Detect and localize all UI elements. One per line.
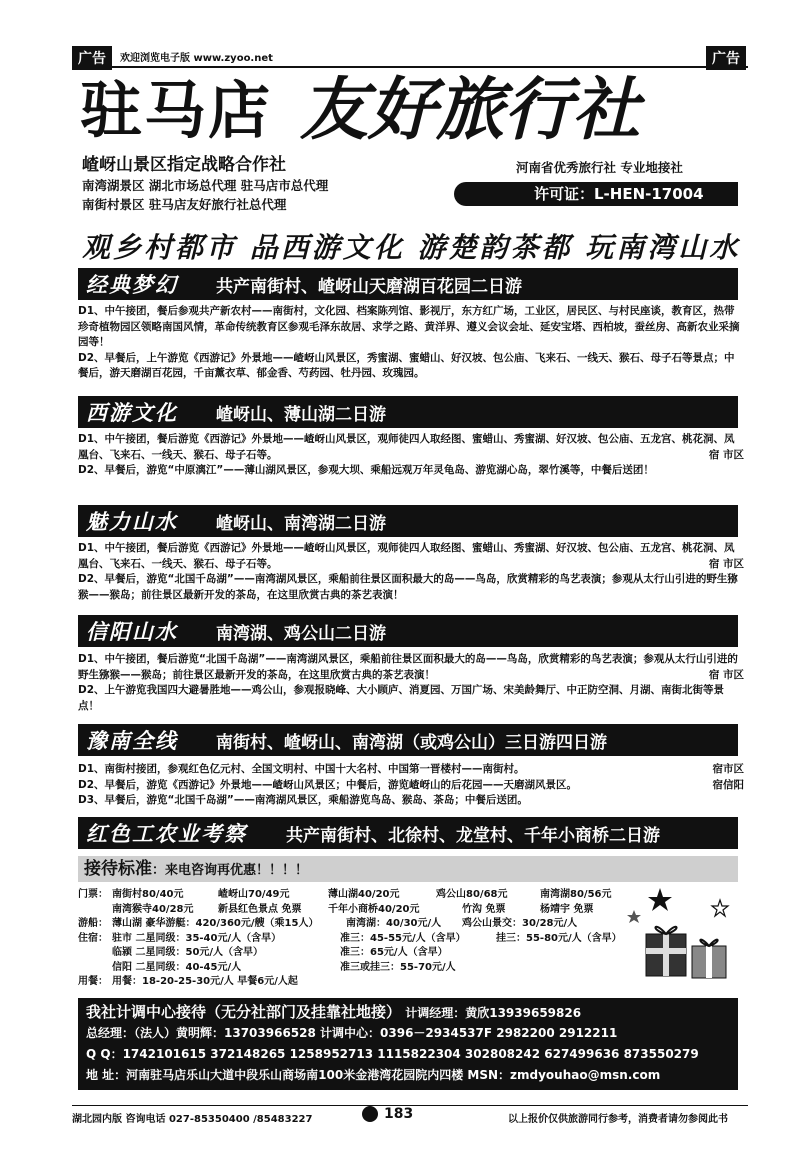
itinerary-day: D2、早餐后，上午游览《西游记》外景地——嵖岈山风景区，秀蜜湖、蜜蜡山、好汉坡、包公庙、飞来石、一线天、猴石、母子石等景点；中餐后，游天磨湖百花园，千亩薰衣草、郁金香、芍药园、牡丹园、玫瑰园。: [78, 351, 735, 379]
ticket: 千年小商桥40/20元: [328, 903, 420, 915]
tour-itinerary-4: [78, 652, 744, 714]
itinerary-day: D1、中午接团，餐后游览“北国千岛湖”——南湾湖风景区，乘船前往景区面积最大的岛——鸟岛，欣赏精彩的鸟艺表演；参观从太行山引进的野生猕猴——猴岛；前往景区最新开发的茶岛，在这里欣赏古典的茶艺表演！: [78, 653, 738, 681]
manager-contact: 黄欣13939659826: [465, 1006, 582, 1020]
tour-itinerary-1: [78, 304, 744, 382]
ticket: 嵖岈山70/49元: [218, 889, 290, 900]
itinerary-stay: 宿 市区: [708, 448, 744, 461]
tour-itinerary-3: [78, 541, 744, 603]
itinerary-day: D2、早餐后，游览《西游记》外景地——嵖岈山风景区；中餐后，游览嵖岈山的后花园——天磨湖风景区。: [78, 778, 578, 791]
manager-label: 计调经理：: [405, 1006, 466, 1020]
tour-band-5: [78, 724, 738, 756]
ticket: 杨靖宇 免票: [540, 903, 594, 915]
stay-price: 准三：65元/人（含早）: [340, 947, 448, 958]
itinerary-day: D2、早餐后，游览“北国千岛湖”——南湾湖风景区，乘船前往景区面积最大的岛——鸟岛，欣赏精彩的鸟艺表演；参观从太行山引进的野生猕猴——猴岛；前往景区最新开发的茶岛，在这里欣赏古典的茶艺表演！: [78, 573, 738, 601]
contact-line-1: [78, 1002, 738, 1023]
itinerary-day: D1、中午接团，餐后游览《西游记》外景地——嵖岈山风景区，观师徒四人取经图、蜜蜡山、秀蜜湖、好汉坡、包公庙、五龙宫、桃花洞、凤凰台、飞来石、一线天、猴石、母子石等。: [78, 542, 735, 570]
stay-price: 信阳 二星同级：40-45元/人: [112, 961, 242, 973]
meal-label: 用餐：: [78, 976, 108, 987]
fee-table: [78, 888, 638, 990]
tour-band-3: [78, 505, 738, 537]
stay-price: 挂三：55-80元/人（含早）: [496, 932, 622, 944]
ticket: 鸡公山80/68元: [436, 889, 508, 900]
tour-band-6: [78, 817, 738, 849]
footer-left: 湖北园内版 咨询电话 027-85350400 /85483227: [72, 1114, 313, 1125]
cruise-price: 南湾湖：40/30元/人: [346, 918, 442, 929]
stay-price: 准三：45-55元/人（含早）: [340, 932, 466, 944]
itinerary-day: D1、中午接团，餐后参观共产新农村——南街村，文化园、档案陈列馆、影视厅，东方红广场，工业区，居民区、与村民座谈，教育区，热带珍奇植物园区领略南国风情，革命传统教育区参观毛泽东故居、求学之路、黄洋界、遵义会议会址、延安宝塔、西柏坡，蚕丝房、高新农业采摘园等！: [78, 305, 740, 348]
tour-band-4: [78, 615, 738, 647]
ad-tag-right: 广告: [706, 46, 746, 70]
stay-label: 住宿：: [78, 932, 108, 944]
tour-tag: 西游文化: [86, 400, 178, 425]
contact-address: 地 址：河南驻马店乐山大道中段乐山商场南100米金港湾花园院内四楼 MSN：zmdyouhao@msn.com: [86, 1068, 661, 1082]
agent-line-2: 南街村景区 驻马店友好旅行社总代理: [82, 197, 287, 212]
slogan: 观乡村都市 品西游文化 游楚韵茶都 玩南湾山水: [82, 231, 741, 264]
itinerary-day: D2、早餐后，游览“中原漓江”——薄山湖风景区，参观大坝、乘船远观万年灵龟岛、游览湖心岛，翠竹溪等，中餐后送团！: [78, 464, 654, 476]
tour-band-2: [78, 396, 738, 428]
itinerary-stay: 宿 市区: [708, 668, 744, 681]
footer-right: 以上报价仅供旅游同行参考，消费者请勿参阅此书: [508, 1114, 728, 1125]
site-text: 欢迎浏览电子版 www.zyoo.net: [120, 53, 273, 64]
brand-name-part1: 驻马店: [80, 74, 273, 147]
itinerary-stay: 宿 市区: [708, 557, 744, 570]
page-number: 183: [384, 1106, 414, 1122]
itinerary-day: D3、早餐后，游览“北国千岛湖”——南湾湖风景区，乘船游览鸟岛、猴岛、茶岛；中餐后送团。: [78, 794, 528, 806]
itinerary-stay: 宿市区: [712, 763, 744, 775]
tour-title: 共产南街村、嵖岈山天磨湖百花园二日游: [216, 276, 522, 297]
tour-tag: 经典梦幻: [86, 272, 178, 297]
standards-header: [78, 856, 738, 882]
ticket: 南湾湖80/56元: [540, 889, 612, 900]
ticket: 南街村80/40元: [112, 889, 184, 900]
license-box: 许可证：L-HEN-17004: [454, 182, 738, 206]
standards-title: 接待标准: [84, 859, 152, 879]
brand-subtitle: 嵖岈山景区指定战略合作社: [82, 155, 286, 175]
cruise-label: 游船：: [78, 918, 108, 929]
page-badge-icon: [362, 1106, 378, 1122]
itinerary-stay: 宿信阳: [712, 778, 744, 791]
contact-gm: 总经理：（法人）黄明辉：13703966528 计调中心：0396－2934537F 2982200 2912211: [86, 1026, 618, 1040]
itinerary-day: D2、上午游览我国四大避暑胜地——鸡公山，参观报晓峰、大小顾庐、消夏园、万国广场、宋美龄舞厅、中正防空洞、月湖、南街北街等景点！: [78, 684, 725, 712]
ticket: 南湾猴寺40/28元: [112, 903, 194, 915]
stay-price: 驻市 二星同级：35-40元/人（含早）: [112, 932, 282, 944]
contact-box: [78, 998, 738, 1090]
contact-center: 我社计调中心接待（无分社部门及挂靠社地接）: [86, 1003, 402, 1021]
tour-title: 南街村、嵖岈山、南湾湖（或鸡公山）三日游四日游: [216, 732, 607, 753]
tour-tag: 豫南全线: [86, 728, 178, 753]
tour-itinerary-5: [78, 762, 744, 809]
tour-tag: 信阳山水: [86, 619, 178, 644]
brand-name-part2: 友好旅行社: [300, 70, 641, 150]
itinerary-day: D1、南街村接团，参观红色亿元村、全国文明村、中国十大名村、中国第一晋楼村——南街村。: [78, 763, 525, 775]
tour-title: 共产南街村、北徐村、龙堂村、千年小商桥二日游: [286, 825, 660, 846]
honor-text: 河南省优秀旅行社 专业地接社: [516, 160, 683, 175]
ad-tag-left: 广告: [72, 46, 112, 70]
tour-band-1: [78, 268, 738, 300]
gift-boxes-illustration: [620, 884, 744, 988]
ticket: 薄山湖40/20元: [328, 889, 400, 900]
stay-price: 准三或挂三：55-70元/人: [340, 961, 456, 973]
meal-price: 用餐：18-20-25-30元/人 早餐6元/人起: [112, 976, 298, 987]
cruise-price: 薄山湖 豪华游艇：420/360元/艘（乘15人）: [112, 918, 319, 929]
cruise-price: 鸡公山景交：30/28元/人: [462, 918, 578, 929]
stay-price: 临颍 二星同级：50元/人（含早）: [112, 947, 264, 958]
star-icon: [712, 900, 728, 916]
tour-itinerary-2: [78, 432, 744, 479]
tour-title: 嵖岈山、南湾湖二日游: [216, 513, 386, 534]
contact-qq: Q Q：1742101615 372148265 1258952713 1115822304 302808242 627499636 873550279: [86, 1047, 699, 1061]
agent-line-1: 南湾湖景区 湖北市场总代理 驻马店市总代理: [82, 178, 329, 193]
tour-tag: 魅力山水: [86, 509, 178, 534]
star-icon: [648, 888, 672, 911]
tour-title: 嵖岈山、薄山湖二日游: [216, 404, 386, 425]
standards-note: ：来电咨询再优惠！！！！: [152, 863, 309, 878]
tour-tag: 红色工农业考察: [86, 821, 247, 846]
itinerary-day: D1、中午接团，餐后游览《西游记》外景地——嵖岈山风景区，观师徒四人取经图、蜜蜡山、秀蜜湖、好汉坡、包公庙、五龙宫、桃花洞、凤凰台、飞来石、一线天、猴石、母子石等。: [78, 433, 735, 461]
star-icon: [627, 910, 641, 923]
ticket-label: 门票：: [78, 889, 108, 900]
top-rule: [72, 66, 748, 68]
ticket: 竹沟 免票: [462, 903, 506, 915]
tour-title: 南湾湖、鸡公山二日游: [216, 623, 386, 644]
ticket: 新县红色景点 免票: [218, 903, 302, 915]
